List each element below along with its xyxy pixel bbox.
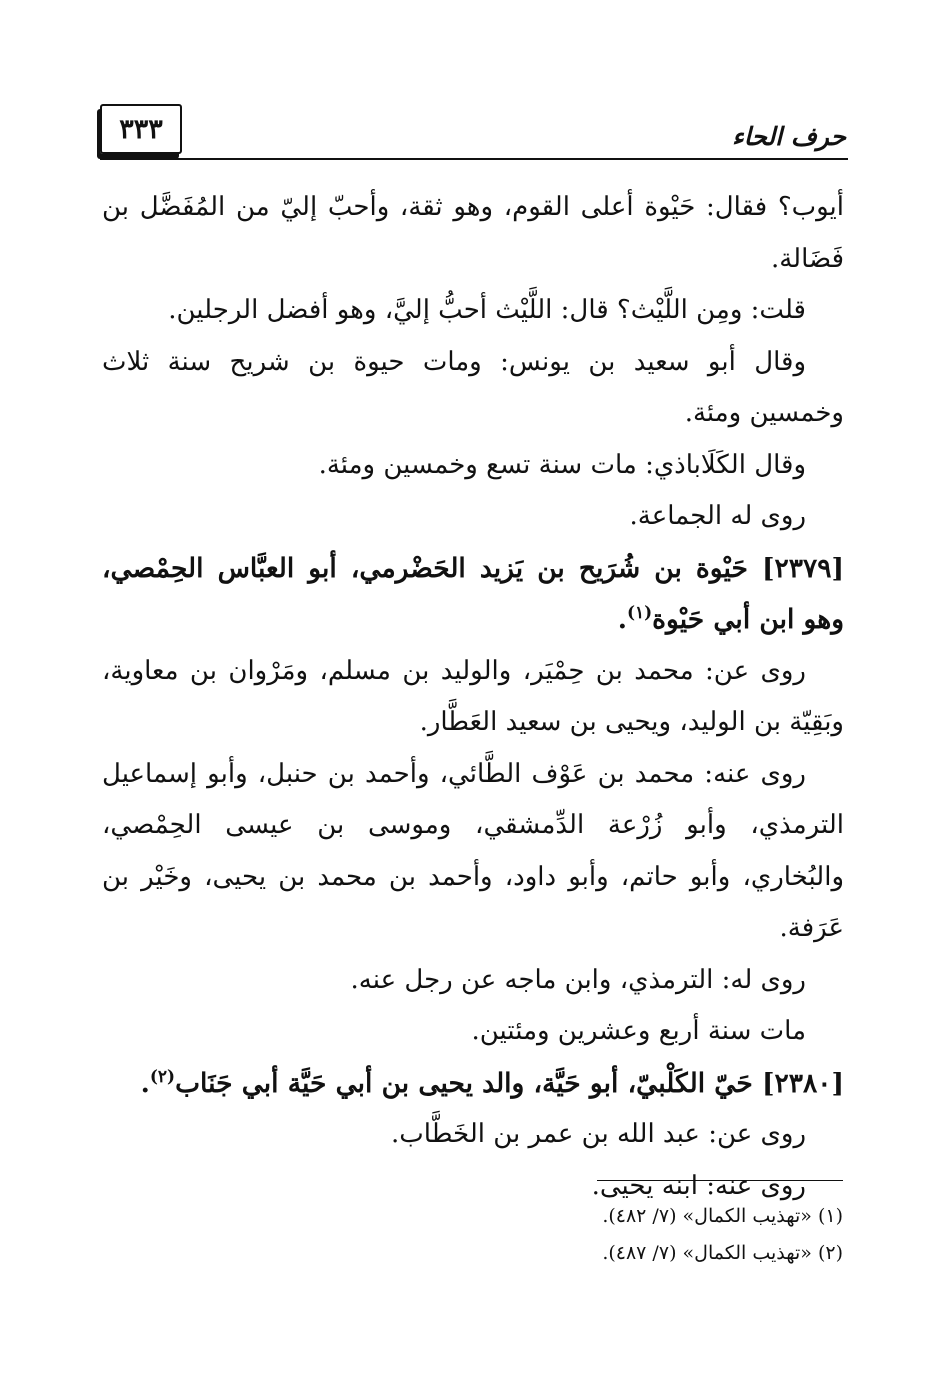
paragraph: روى عنه: محمد بن عَوْف الطَّائي، وأحمد بن حنبل، وأبو إسماعيل الترمذي، وأبو زُرْعة الدِّمشقي، وموسى بن عيسى الحِمْصي، والبُخاري، وأبو حاتم، وأبو داود، وأحمد بن محمد بن يحيى، وخَيْر بن عَرَفة. <box>102 758 844 943</box>
entry-heading-end: . <box>140 1067 150 1099</box>
footnote: (١) «تهذيب الكمال» (٧/ ٤٨٢). <box>602 1205 843 1227</box>
footnote-marker: (٢) <box>149 1066 176 1087</box>
header-rule <box>100 158 848 160</box>
entry-heading-end: . <box>617 604 627 635</box>
footnotes <box>343 1198 843 1272</box>
paragraph: قلت: ومِن اللَّيْث؟ قال: اللَّيْث أحبُّ إليَّ، وهو أفضل الرجلين. <box>168 295 806 325</box>
paragraph: روى له الجماعة. <box>629 501 806 531</box>
paragraph: وقال الكَلَاباذي: مات سنة تسع وخمسين ومئة. <box>318 449 806 480</box>
entry-heading-text: [٢٣٨٠] حَيّ الكَلْبيّ، أبو حَيَّة، والد يحيى بن أبي حَيَّة أبي جَنَاب <box>175 1067 844 1099</box>
paragraph: روى له: الترمذي، وابن ماجه عن رجل عنه. <box>350 964 806 995</box>
paragraph: مات سنة أربع وعشرين ومئتين. <box>471 1016 806 1046</box>
paragraph: روى عن: عبد الله بن عمر بن الخَطَّاب. <box>391 1119 806 1149</box>
entry-heading-text: [٢٣٧٩] حَيْوة بن شُرَيح بن يَزيد الحَضْرمي، أبو العبَّاس الحِمْصي، وهو ابن أبي حَيْوة <box>102 552 844 635</box>
running-title: حرف الحاء <box>732 122 846 151</box>
page-number: ٣٣٣ <box>100 104 182 154</box>
main-text <box>102 182 844 1212</box>
paragraph: روى عنه: ابنه يحيى. <box>591 1170 806 1201</box>
entry-heading-2379 <box>102 543 844 646</box>
page-header <box>100 100 848 160</box>
footnote: (٢) «تهذيب الكمال» (٧/ ٤٨٧). <box>602 1242 843 1264</box>
paragraph: أيوب؟ فقال: حَيْوة أعلى القوم، وهو ثقة، وأحبّ إليّ من المُفَضَّل بن فَضَالة. <box>102 192 844 274</box>
paragraph: روى عن: محمد بن حِمْيَر، والوليد بن مسلم، ومَرْوان بن معاوية، وبَقِيّة بن الوليد، ويحيى بن سعيد العَطَّار. <box>102 655 844 737</box>
footnote-marker: (١) <box>626 603 653 624</box>
entry-heading-2380 <box>102 1058 844 1110</box>
footnote-rule <box>597 1180 843 1181</box>
paragraph: وقال أبو سعيد بن يونس: ومات حيوة بن شريح سنة ثلاث وخمسين ومئة. <box>102 346 844 428</box>
